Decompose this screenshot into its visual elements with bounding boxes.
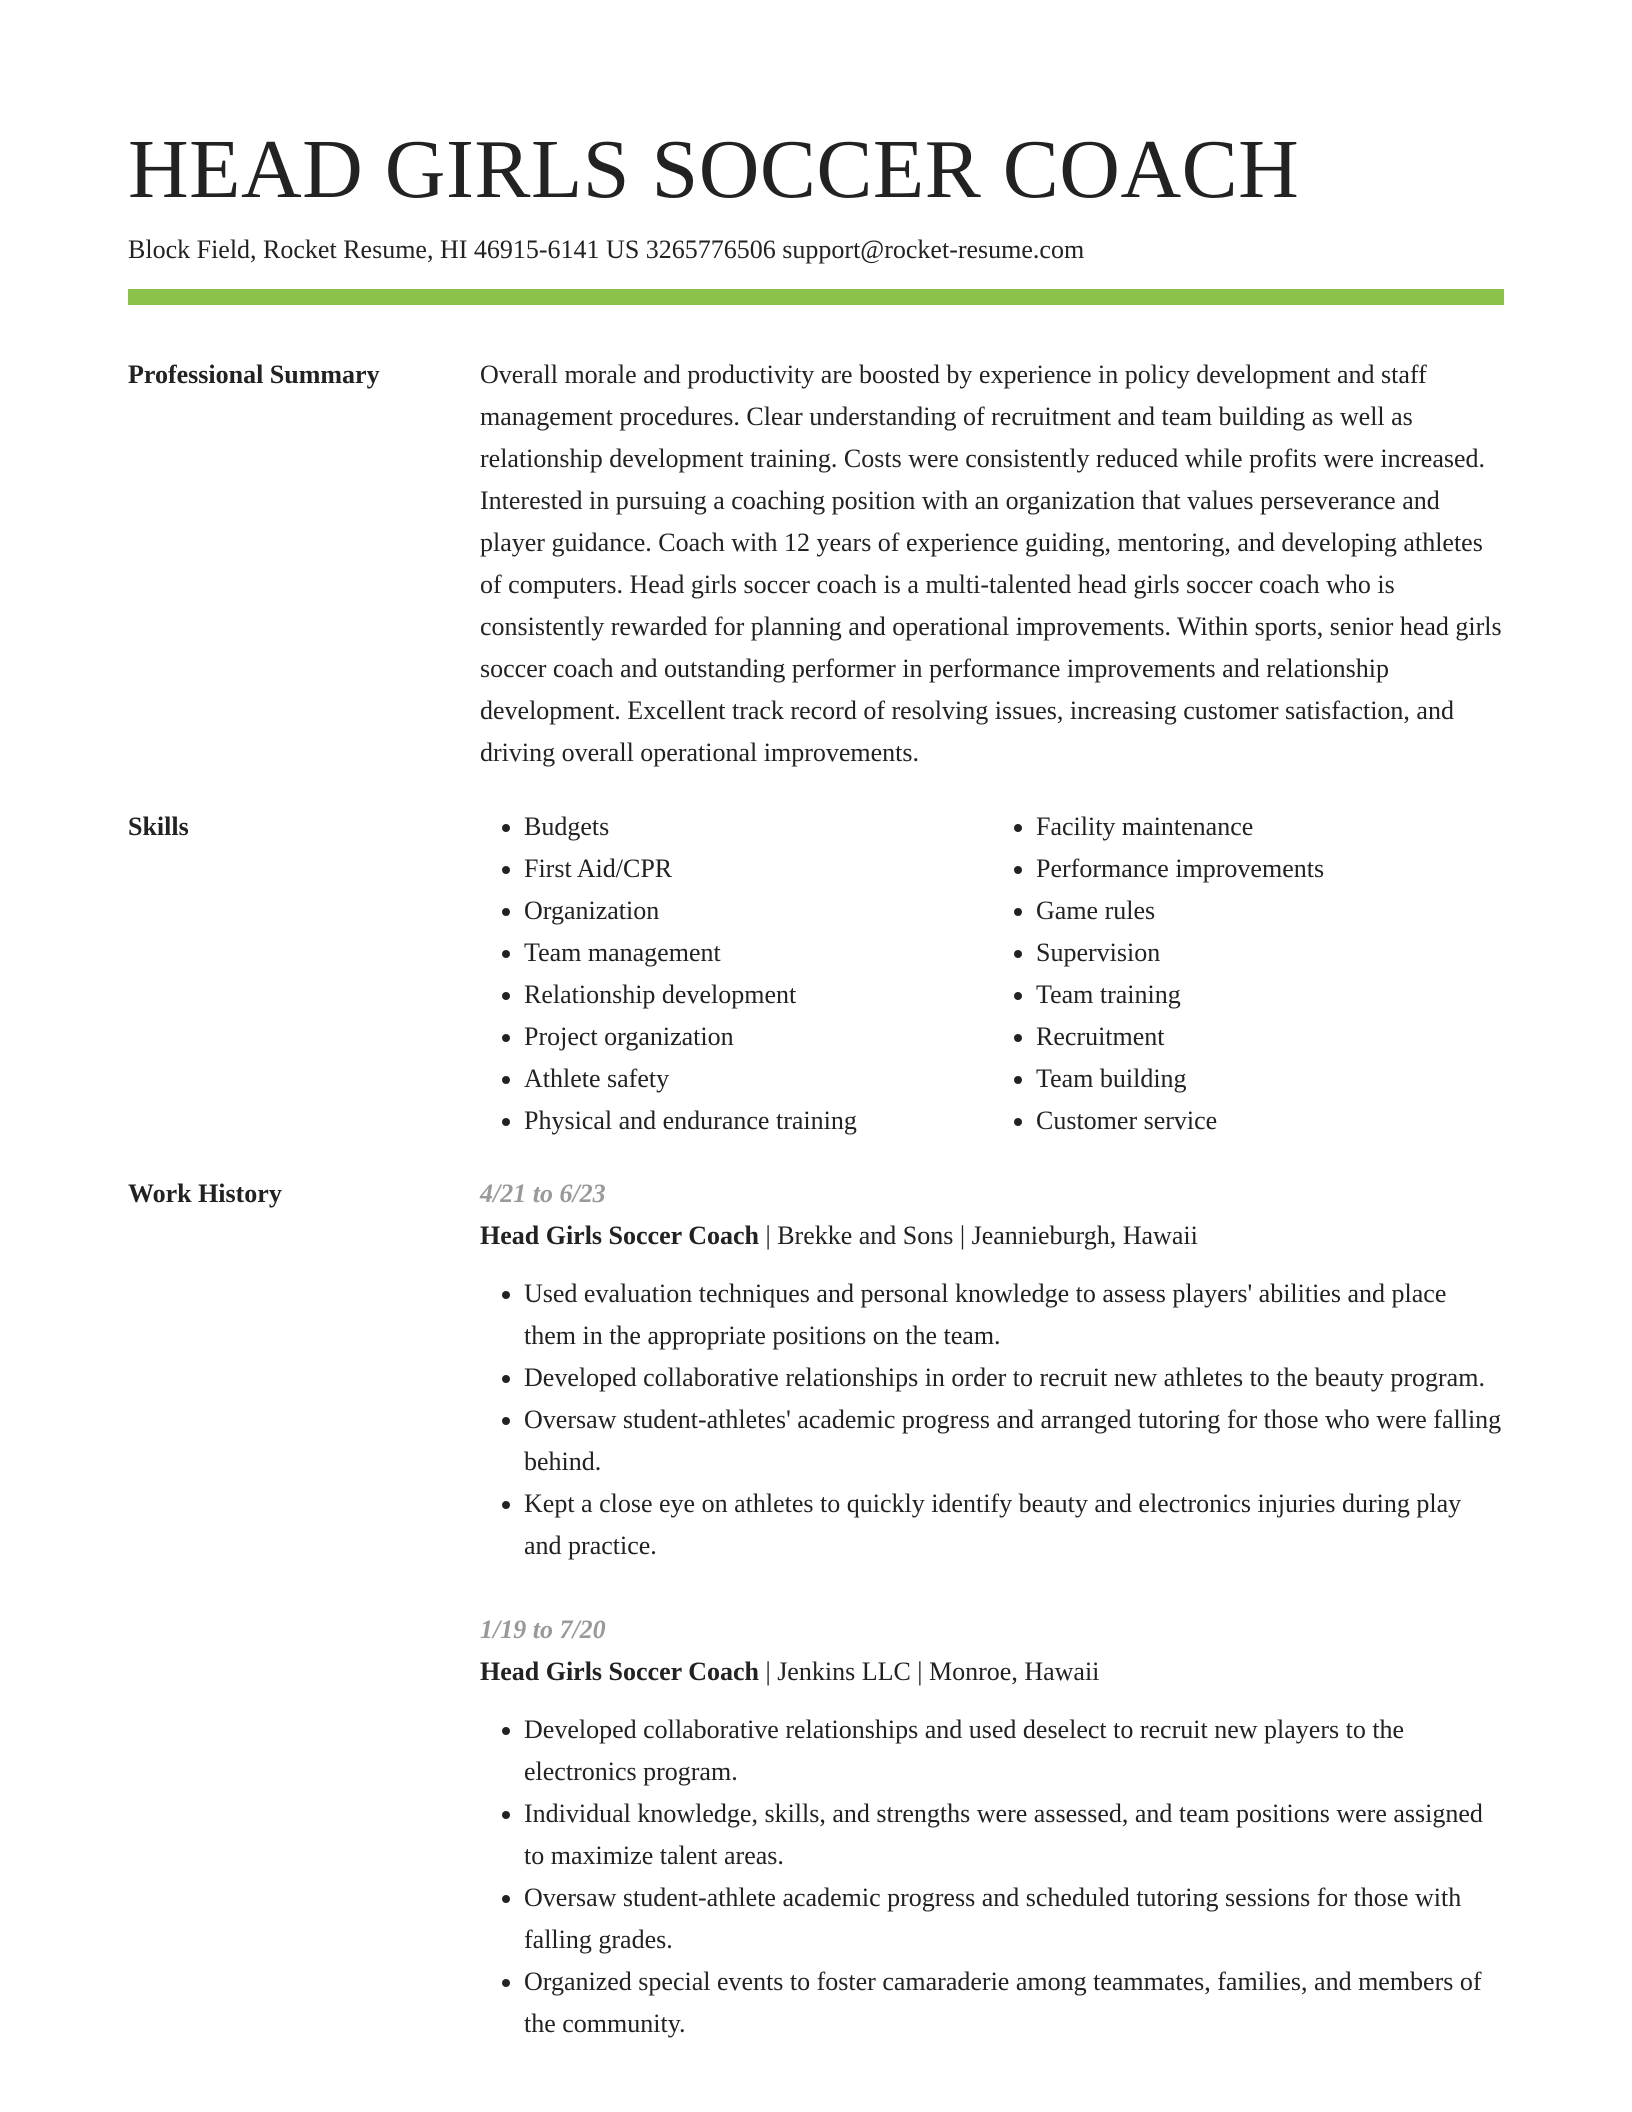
skills-heading: Skills — [128, 812, 189, 841]
resume-title: HEAD GIRLS SOCCER COACH — [128, 123, 1300, 216]
skill-item: • Performance improvements — [1036, 848, 1504, 890]
skills-list-left — [480, 806, 992, 1142]
job-bullet: • Kept a close eye on athletes to quickly identify beauty and electronics injuries during play and practice. — [524, 1483, 1504, 1567]
job-dates: 1/19 to 7/20 — [480, 1615, 606, 1644]
skill-item: • Physical and endurance training — [524, 1100, 992, 1142]
summary-section — [128, 354, 1504, 774]
job-employer-location: | Jenkins LLC | Monroe, Hawaii — [758, 1657, 1100, 1686]
skill-item: • Relationship development — [524, 974, 992, 1016]
skill-item: • First Aid/CPR — [524, 848, 992, 890]
job-entry — [480, 1173, 1504, 1567]
job-dates: 4/21 to 6/23 — [480, 1179, 606, 1208]
resume-page — [128, 120, 1504, 2087]
job-bullet: • Used evaluation techniques and personal knowledge to assess players' abilities and place them in the appropriate positions on the team. — [524, 1273, 1504, 1357]
work-history-section — [128, 1173, 1504, 2087]
skill-item: • Customer service — [1036, 1100, 1504, 1142]
skill-item: • Organization — [524, 890, 992, 932]
skill-item: • Facility maintenance — [1036, 806, 1504, 848]
job-bullet-list — [480, 1273, 1504, 1567]
skill-item: • Athlete safety — [524, 1058, 992, 1100]
skill-item: • Budgets — [524, 806, 992, 848]
job-bullet: • Oversaw student-athletes' academic progress and arranged tutoring for those who were falling behind. — [524, 1399, 1504, 1483]
skill-item: • Recruitment — [1036, 1016, 1504, 1058]
job-title-line — [480, 1215, 1504, 1257]
accent-divider — [128, 289, 1504, 305]
job-entry — [480, 1609, 1504, 2045]
skills-section — [128, 806, 1504, 1142]
job-title-line — [480, 1651, 1504, 1693]
contact-line: Block Field, Rocket Resume, HI 46915-6141 US 3265776506 support@rocket-resume.com — [128, 235, 1085, 264]
job-bullet: • Developed collaborative relationships in order to recruit new athletes to the beauty program. — [524, 1357, 1504, 1399]
job-bullet-list — [480, 1709, 1504, 2045]
job-bullet: • Developed collaborative relationships and used deselect to recruit new players to the electronics program. — [524, 1709, 1504, 1793]
job-bullet: • Individual knowledge, skills, and strengths were assessed, and team positions were assigned to maximize talent areas. — [524, 1793, 1504, 1877]
summary-text: Overall morale and productivity are boosted by experience in policy development and staff management procedures. Clear understanding of recruitment and team building as well as relationship development training. Costs were consistently reduced while profits were increased. Interested in pursuing a coaching position with an organization that values perseverance and player guidance. Coach with 12 years of experience guiding, mentoring, and developing athletes of computers. Head girls soccer coach is a multi-talented head girls soccer coach who is consistently rewarded for planning and operational improvements. Within sports, senior head girls soccer coach and outstanding performer in performance improvements and relationship development. Excellent track record of resolving issues, increasing customer satisfaction, and driving overall operational improvements. — [480, 360, 1502, 767]
job-title: Head Girls Soccer Coach — [480, 1221, 759, 1250]
skill-item: • Project organization — [524, 1016, 992, 1058]
skill-item: • Team training — [1036, 974, 1504, 1016]
skill-item: • Team management — [524, 932, 992, 974]
job-title: Head Girls Soccer Coach — [480, 1657, 759, 1686]
skill-item: • Team building — [1036, 1058, 1504, 1100]
job-employer-location: | Brekke and Sons | Jeannieburgh, Hawaii — [758, 1221, 1198, 1250]
skills-list-right — [992, 806, 1504, 1142]
job-bullet: • Oversaw student-athlete academic progress and scheduled tutoring sessions for those with falling grades. — [524, 1877, 1504, 1961]
work-history-heading: Work History — [128, 1179, 282, 1208]
skill-item: • Supervision — [1036, 932, 1504, 974]
skill-item: • Game rules — [1036, 890, 1504, 932]
job-bullet: • Organized special events to foster camaraderie among teammates, families, and members of the community. — [524, 1961, 1504, 2045]
summary-heading: Professional Summary — [128, 360, 380, 389]
